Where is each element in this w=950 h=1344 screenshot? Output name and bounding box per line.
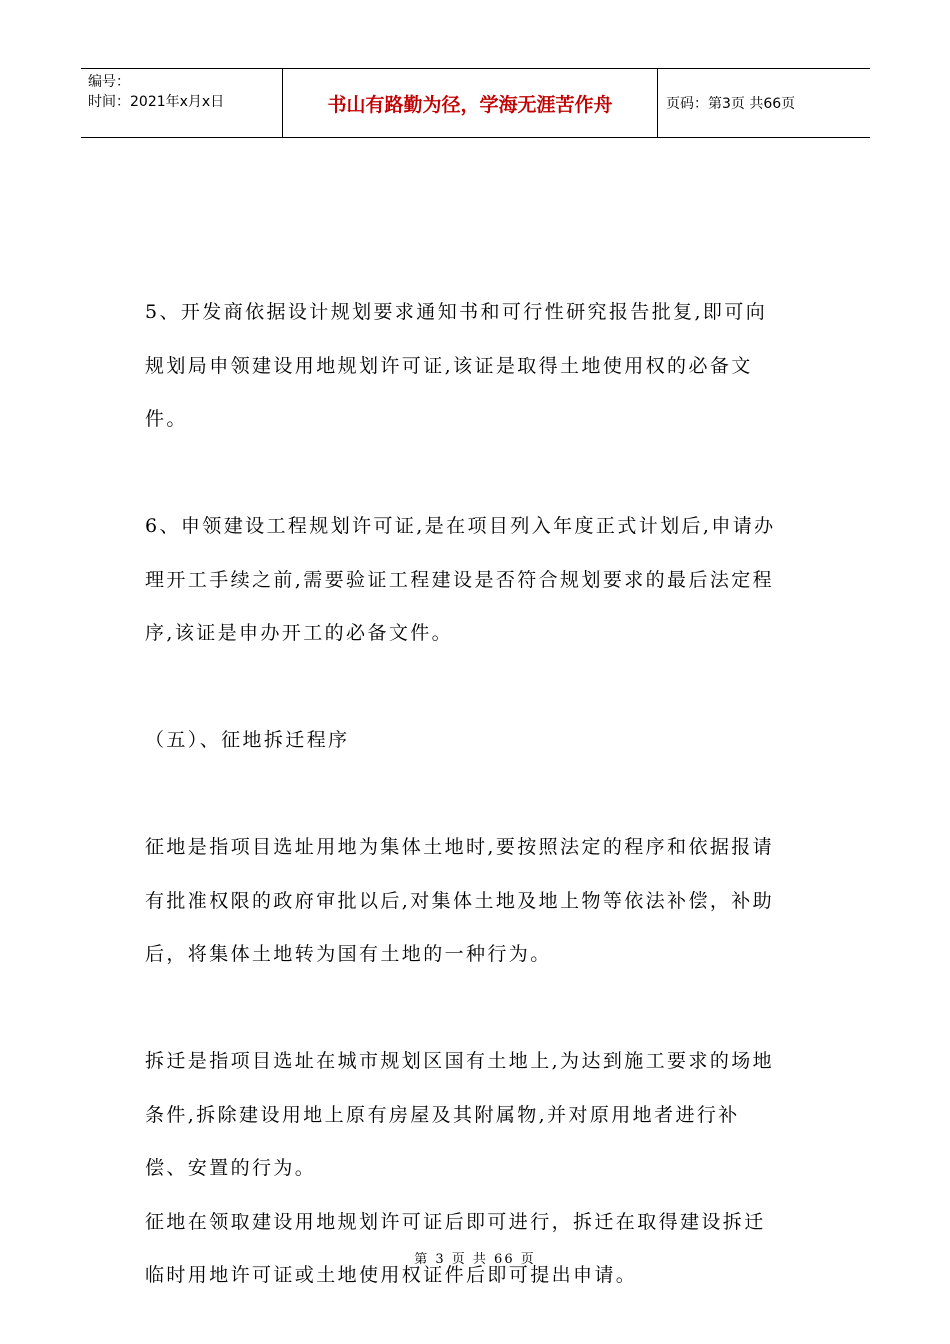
text-line: 偿、安置的行为。 [145, 1157, 317, 1179]
text-line: 序,该证是申办开工的必备文件。 [145, 622, 454, 644]
text-line: 件。 [145, 408, 188, 430]
text-line: 征地是指项目选址用地为集体土地时,要按照法定的程序和依据报请 [145, 836, 775, 858]
document-number-label: 编号： [88, 74, 130, 90]
text-line: 理开工手续之前,需要验证工程建设是否符合规划要求的最后法定程 [145, 568, 775, 591]
text-line: 5、开发商依据设计规划要求通知书和可行性研究报告批复,即可向 [145, 301, 768, 323]
page-header [81, 68, 870, 138]
text-line: 征地在领取建设用地规划许可证后即可进行，拆迁在取得建设拆迁 [145, 1210, 766, 1233]
text-line: 规划局申领建设用地规划许可证,该证是取得土地使用权的必备文 [145, 354, 753, 377]
text-line: 条件,拆除建设用地上原有房屋及其附属物,并对原用地者进行补 [145, 1103, 740, 1126]
section-heading [145, 714, 810, 768]
text-line: 临时用地许可证或土地使用权证件后即可提出申请。 [145, 1264, 638, 1286]
text-line: 拆迁是指项目选址在城市规划区国有土地上,为达到施工要求的场地 [145, 1050, 775, 1072]
document-body [145, 286, 810, 1303]
heading-text: （五）、征地拆迁程序 [145, 729, 350, 751]
header-meta [81, 69, 282, 137]
text-line: 有批准权限的政府审批以后,对集体土地及地上物等依法补偿，补助 [145, 889, 775, 912]
document-time-label: 时间：2021年x月x日 [88, 94, 225, 110]
paragraph-land-acquisition [145, 821, 810, 982]
text-line: 6、申领建设工程规划许可证,是在项目列入年度正式计划后,申请办 [145, 515, 776, 537]
header-motto: 书山有路勤为径，学海无涯苦作舟 [282, 69, 658, 137]
header-page-info: 页码：第3页 共66页 [666, 96, 796, 112]
text-line: 后，将集体土地转为国有土地的一种行为。 [145, 943, 552, 965]
page-footer: 第 3 页 共 66 页 [414, 1252, 536, 1267]
paragraph-item-6 [145, 500, 810, 661]
paragraph-item-5 [145, 286, 810, 447]
